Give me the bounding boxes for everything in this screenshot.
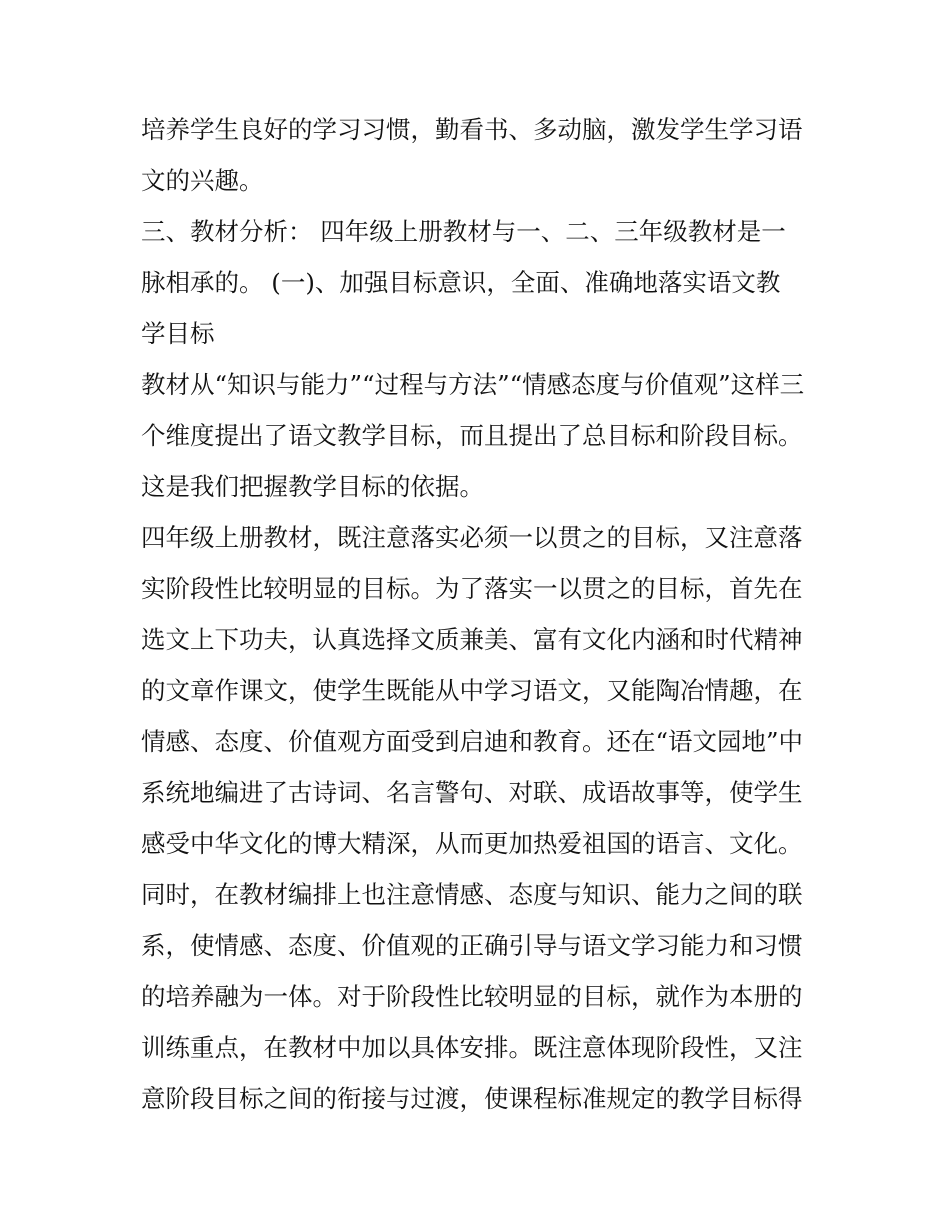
text-line: 意阶段目标之间的衔接与过渡，使课程标准规定的教学目标得: [141, 1084, 803, 1113]
section-heading-line: 三、教材分析： 四年级上册教材与一、二、三年级教材是一: [141, 217, 786, 246]
text-line: 这是我们把握教学目标的依据。: [141, 472, 484, 501]
text-line: 系统地编进了古诗词、名言警句、对联、成语故事等，使学生: [141, 778, 803, 807]
text-line: 学目标: [141, 319, 215, 348]
text-line: 教材从“知识与能力”“过程与方法”“情感态度与价值观”这样三: [141, 370, 805, 399]
text-line: 训练重点，在教材中加以具体安排。既注意体现阶段性，又注: [141, 1033, 803, 1062]
text-line: 同时，在教材编排上也注意情感、态度与知识、能力之间的联: [141, 880, 803, 909]
text-line: 感受中华文化的博大精深，从而更加热爱祖国的语言、文化。: [141, 829, 803, 858]
text-line: 的培养融为一体。对于阶段性比较明显的目标，就作为本册的: [141, 982, 803, 1011]
text-line: 选文上下功夫，认真选择文质兼美、富有文化内涵和时代精神: [141, 625, 803, 654]
text-line: 系，使情感、态度、价值观的正确引导与语文学习能力和习惯: [141, 931, 803, 960]
body-text: [141, 104, 816, 1124]
text-line: 的文章作课文，使学生既能从中学习语文，又能陶冶情趣，在: [141, 676, 803, 705]
text-line: 脉相承的。 (一)、加强目标意识，全面、准确地落实语文教: [141, 268, 781, 297]
text-line: 文的兴趣。: [141, 166, 264, 195]
text-line: 情感、态度、价值观方面受到启迪和教育。还在“语文园地”中: [141, 727, 804, 756]
text-line: 个维度提出了语文教学目标，而且提出了总目标和阶段目标。: [141, 421, 803, 450]
text-line: 培养学生良好的学习习惯，勤看书、多动脑，激发学生学习语: [141, 115, 803, 144]
text-line: 实阶段性比较明显的目标。为了落实一以贯之的目标，首先在: [141, 574, 803, 603]
text-line: 四年级上册教材，既注意落实必须一以贯之的目标，又注意落: [141, 523, 803, 552]
